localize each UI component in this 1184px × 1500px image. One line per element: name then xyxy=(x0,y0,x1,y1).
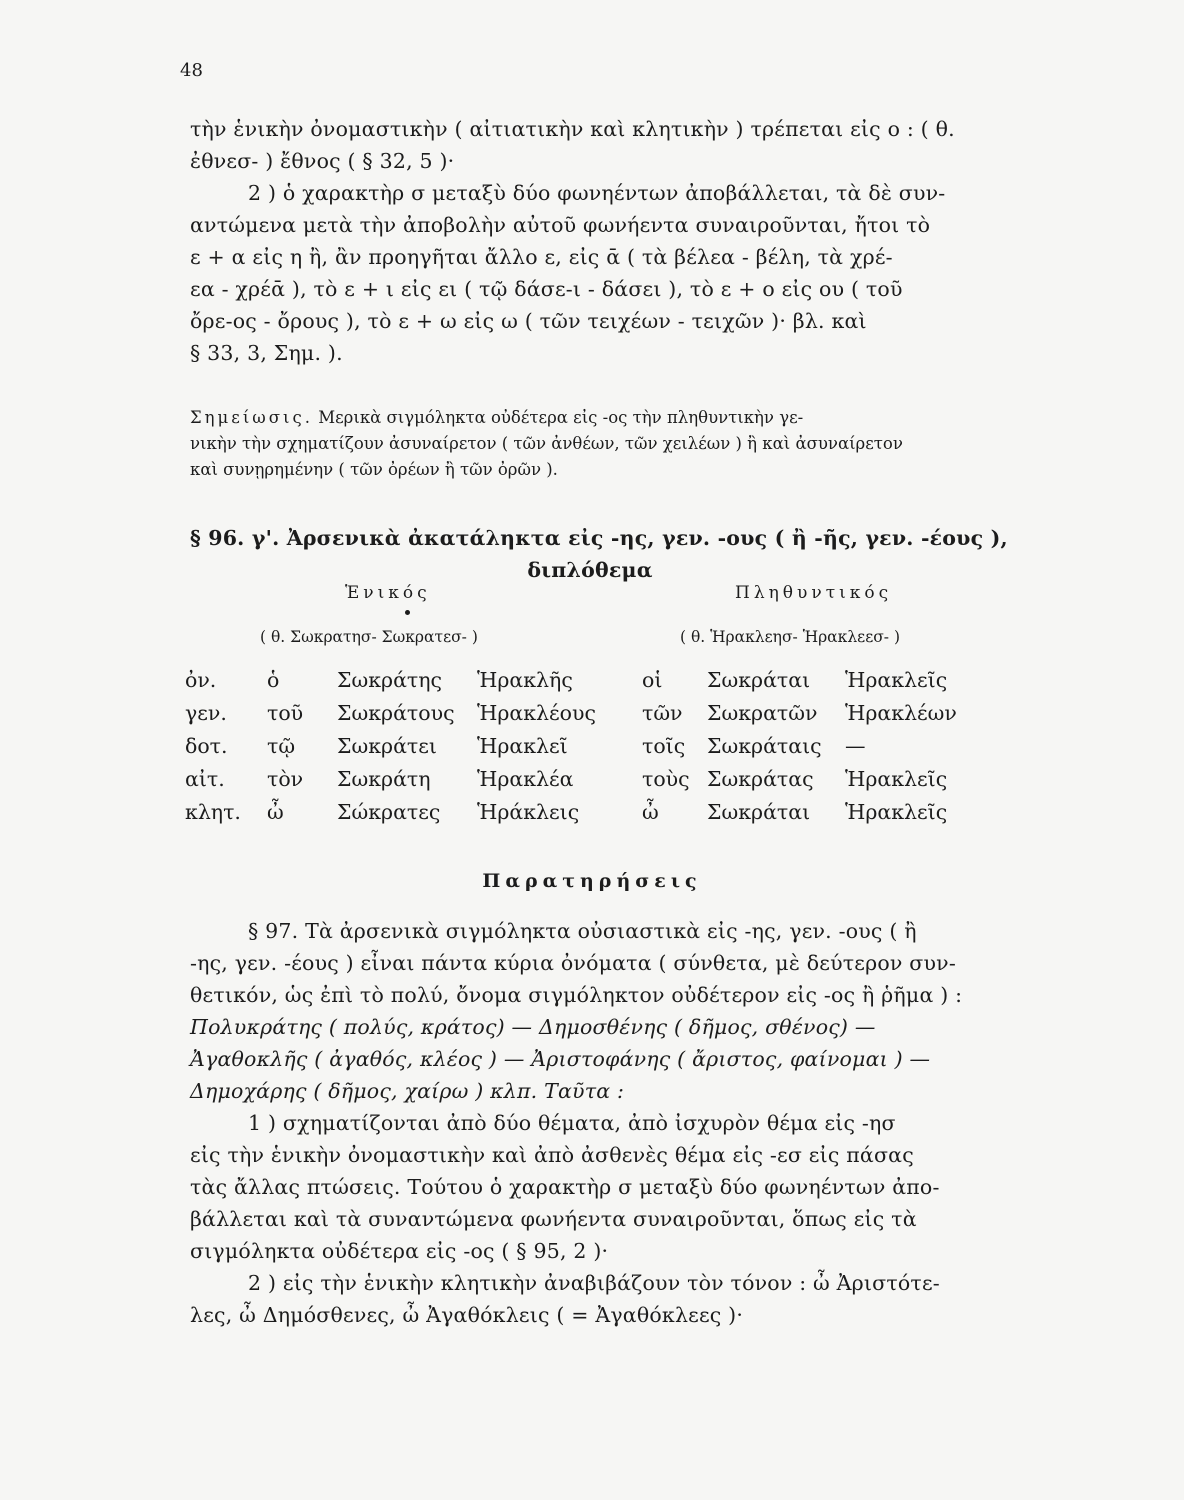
text-line: τὰς ἄλλας πτώσεις. Τούτου ὁ χαρακτὴρ σ μεταξὺ δύο φωνηέντων ἀπο- xyxy=(190,1175,940,1199)
declension-cell: ὁ xyxy=(267,667,280,692)
text-line: αντώμενα μετὰ τὴν ἀποβολὴν αὐτοῦ φωνήεντα συναιροῦνται, ἤτοι τὸ xyxy=(190,213,931,237)
declension-row xyxy=(185,729,985,762)
declension-cell: Ἡρακλεῖς xyxy=(845,667,948,692)
declension-cell: Σωκράτης xyxy=(337,667,443,692)
declension-cell: τοῦ xyxy=(267,700,304,725)
declension-cell: Σωκράταις xyxy=(707,733,822,758)
note-block xyxy=(190,405,1030,483)
declension-cell: ὀν. xyxy=(185,667,217,692)
observations-heading: Παρατηρήσεις xyxy=(482,870,702,892)
declension-cell: Ἡρακλεῖς xyxy=(845,766,948,791)
text-line: ὄρε-ος - ὄρους ), τὸ ε + ω εἰς ω ( τῶν τειχέων - τειχῶν )· βλ. καὶ xyxy=(190,309,867,333)
declension-cell: Σώκρατες xyxy=(337,799,441,824)
declension-cell: Ἡρακλεῖ xyxy=(477,733,568,758)
text-line: τὴν ἑνικὴν ὀνομαστικὴν ( αἰτιατικὴν καὶ κλητικὴν ) τρέπεται εἰς ο : ( θ. xyxy=(190,117,955,141)
declension-cell: Σωκράτει xyxy=(337,733,437,758)
declension-cell: τὸν xyxy=(267,766,304,791)
declension-table xyxy=(185,663,985,828)
declension-cell: Ἡρακλῆς xyxy=(477,667,573,692)
plural-theme: ( θ. Ἡρακλεησ- Ἡρακλεεσ- ) xyxy=(680,628,901,646)
singular-theme: ( θ. Σωκρατησ- Σωκρατεσ- ) xyxy=(260,628,478,646)
declension-cell: — xyxy=(845,733,866,758)
text-line: Δημοχάρης ( δῆμος, χαίρω ) κλπ. Ταῦτα : xyxy=(190,1079,625,1103)
declension-cell: Σωκράτους xyxy=(337,700,455,725)
paragraph-contraction-rules xyxy=(190,113,1030,369)
text-line: 2 ) ὁ χαρακτὴρ σ μεταξὺ δύο φωνηέντων ἀποβάλλεται, τὰ δὲ συν- xyxy=(248,181,946,205)
text-line: § 33, 3, Σημ. ). xyxy=(190,341,343,365)
printed-dot xyxy=(405,610,410,615)
declension-cell: γεν. xyxy=(185,700,227,725)
note-line xyxy=(190,405,1030,431)
page-number: 48 xyxy=(180,60,203,81)
declension-row xyxy=(185,696,985,729)
declension-cell: αἰτ. xyxy=(185,766,225,791)
declension-row xyxy=(185,795,985,828)
declension-cell: κλητ. xyxy=(185,799,241,824)
section-96-heading xyxy=(190,522,1030,586)
section-96-subtitle: διπλόθεμα xyxy=(527,558,653,582)
text-line: σιγμόληκτα οὐδέτερα εἰς -ος ( § 95, 2 )· xyxy=(190,1239,609,1263)
section-96-title: § 96. γ'. Ἀρσενικὰ ἀκατάληκτα εἰς -ης, γεν. -ους ( ἢ -ῆς, γεν. -έους ), xyxy=(190,526,1008,550)
plural-heading: Πληθυντικός xyxy=(735,583,893,603)
declension-cell: Σωκράται xyxy=(707,667,811,692)
text-line: 2 ) εἰς τὴν ἑνικὴν κλητικὴν ἀναβιβάζουν τὸν τόνον : ὦ Ἀριστότε- xyxy=(248,1271,940,1295)
text-line: ε + α εἰς η ἢ, ἂν προηγῆται ἄλλο ε, εἰς ᾱ ( τὰ βέλεα - βέλη, τὰ χρέ- xyxy=(190,245,893,269)
declension-cell: οἱ xyxy=(642,667,663,692)
text-line: § 97. Τὰ ἀρσενικὰ σιγμόληκτα οὐσιαστικὰ εἰς -ης, γεν. -ους ( ἢ xyxy=(248,919,917,943)
declension-cell: Ἡρακλεῖς xyxy=(845,799,948,824)
text-line: Ἀγαθοκλῆς ( ἀγαθός, κλέος ) — Ἀριστοφάνης ( ἄριστος, φαίνομαι ) — xyxy=(190,1047,931,1071)
declension-cell: τῶν xyxy=(642,700,683,725)
note-text: Μερικὰ σιγμόληκτα οὐδέτερα εἰς -ος τὴν πληθυντικὴν γε- xyxy=(318,408,804,427)
text-line: εα - χρέᾱ ), τὸ ε + ι εἰς ει ( τῷ δάσε-ι - δάσει ), τὸ ε + ο εἰς ου ( τοῦ xyxy=(190,277,903,301)
text-line: ἐθνεσ- ) ἔθνος ( § 32, 5 )· xyxy=(190,149,455,173)
text-line: -ης, γεν. -έους ) εἶναι πάντα κύρια ὀνόματα ( σύνθετα, μὲ δεύτερον συν- xyxy=(190,951,956,975)
declension-cell: Σωκράται xyxy=(707,799,811,824)
note-line: νικὴν τὴν σχηματίζουν ἀσυναίρετον ( τῶν ἀνθέων, τῶν χειλέων ) ἢ καὶ ἀσυναίρετον xyxy=(190,434,903,453)
declension-cell: Ἡρακλέα xyxy=(477,766,574,791)
text-line: εἰς τὴν ἑνικὴν ὀνομαστικὴν καὶ ἀπὸ ἀσθενὲς θέμα εἰς -εσ εἰς πάσας xyxy=(190,1143,914,1167)
declension-cell: τοὺς xyxy=(642,766,690,791)
declension-cell: Σωκράτη xyxy=(337,766,431,791)
declension-cell: Ἡράκλεις xyxy=(477,799,580,824)
singular-heading: Ἑνικός xyxy=(345,583,431,603)
declension-cell: τῷ xyxy=(267,733,296,758)
declension-cell: τοῖς xyxy=(642,733,686,758)
note-label: Σημείωσις. xyxy=(190,408,313,427)
declension-cell: Σωκράτας xyxy=(707,766,814,791)
declension-cell: ὦ xyxy=(642,799,659,824)
declension-row xyxy=(185,663,985,696)
text-line: θετικόν, ὡς ἐπὶ τὸ πολύ, ὄνομα σιγμόληκτον οὐδέτερον εἰς -ος ἢ ῥῆμα ) : xyxy=(190,983,963,1007)
declension-cell: δοτ. xyxy=(185,733,228,758)
declension-cell: ὦ xyxy=(267,799,284,824)
declension-cell: Ἡρακλέους xyxy=(477,700,596,725)
declension-row xyxy=(185,762,985,795)
paragraph-section-97 xyxy=(190,915,1030,1331)
declension-cell: Σωκρατῶν xyxy=(707,700,818,725)
declension-cell: Ἡρακλέων xyxy=(845,700,957,725)
note-line: καὶ συνῃρημένην ( τῶν ὀρέων ἢ τῶν ὀρῶν ). xyxy=(190,460,558,479)
text-line: 1 ) σχηματίζονται ἀπὸ δύο θέματα, ἀπὸ ἰσχυρὸν θέμα εἰς -ησ xyxy=(248,1111,896,1135)
text-line: λες, ὦ Δημόσθενες, ὦ Ἀγαθόκλεις ( = Ἀγαθόκλεες )· xyxy=(190,1303,744,1327)
text-line: Πολυκράτης ( πολύς, κράτος) — Δημοσθένης ( δῆμος, σθένος) — xyxy=(190,1015,876,1039)
text-line: βάλλεται καὶ τὰ συναντώμενα φωνήεντα συναιροῦνται, ὅπως εἰς τὰ xyxy=(190,1207,917,1231)
